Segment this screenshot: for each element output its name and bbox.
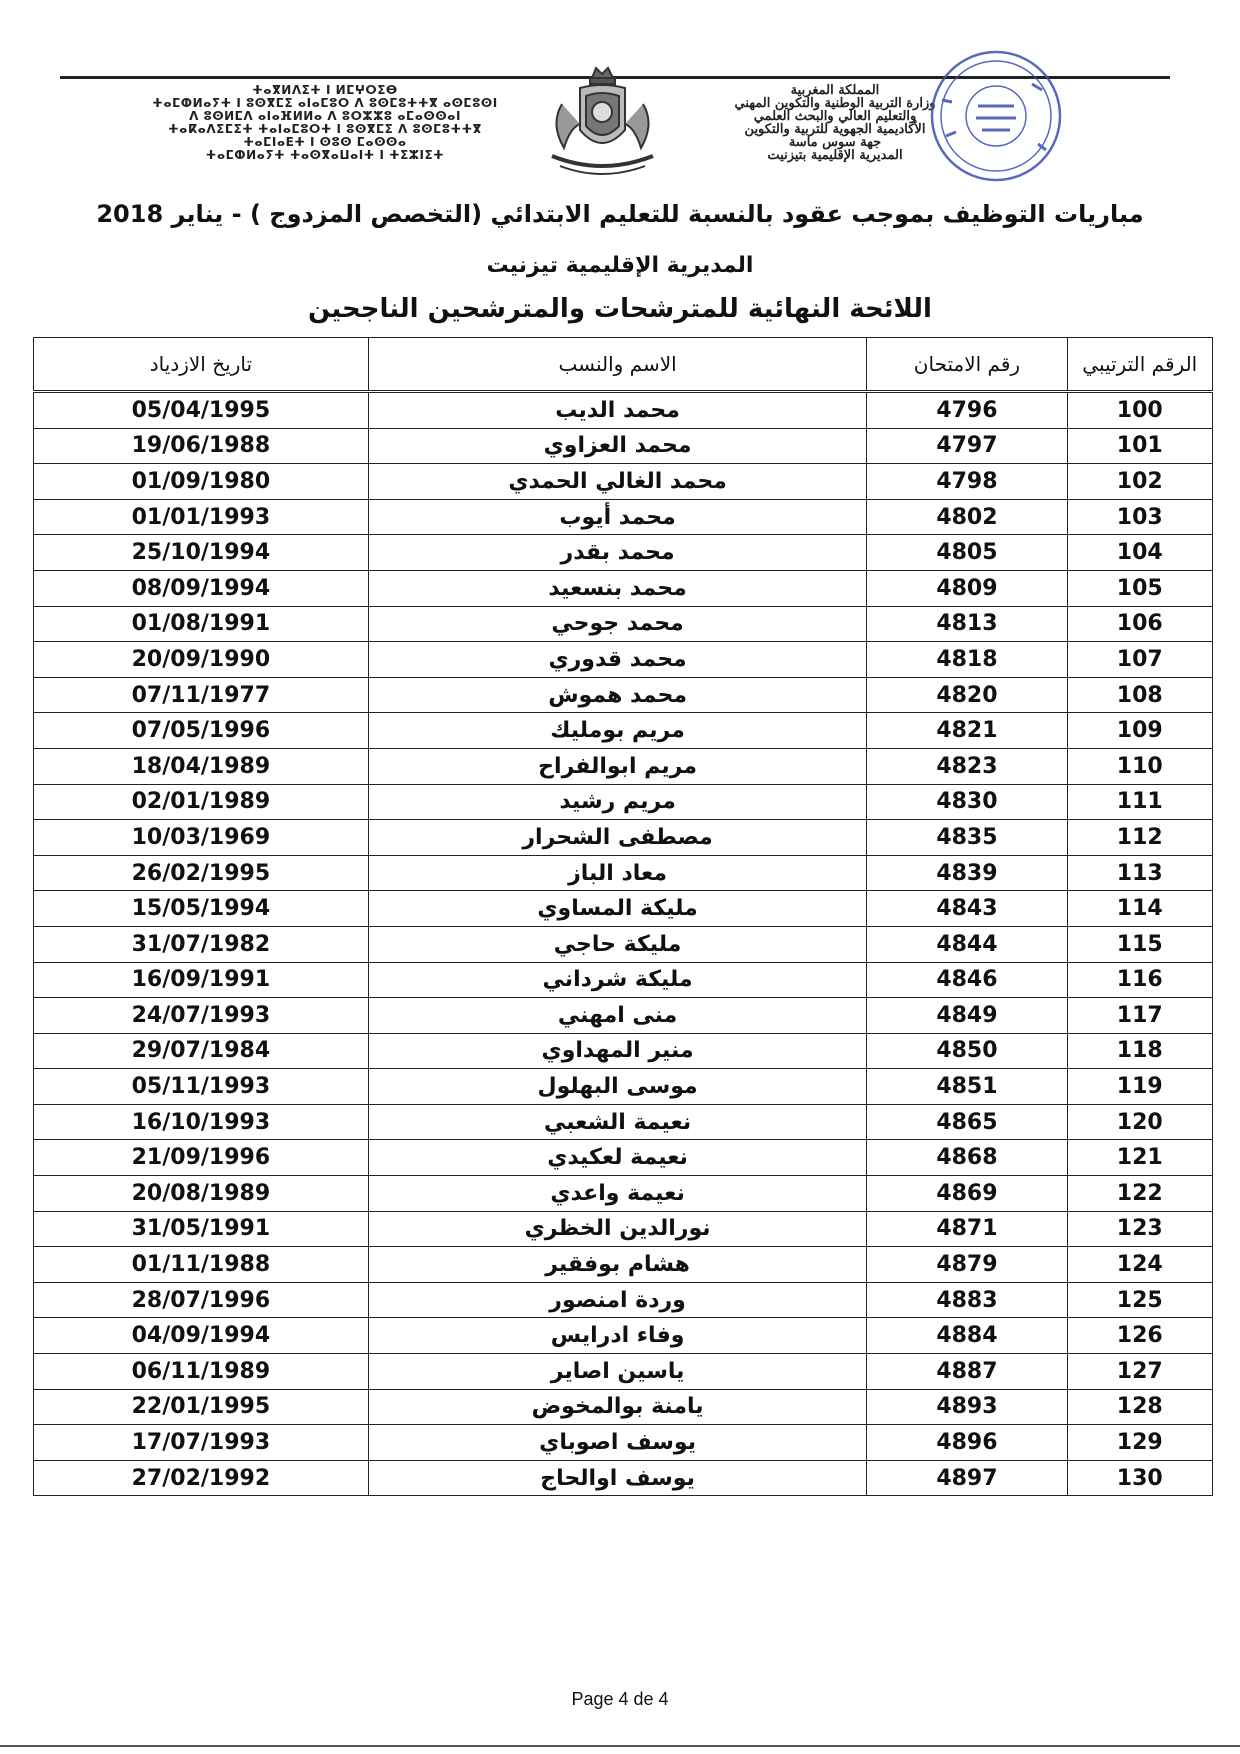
cell-name: يوسف اوالحاج	[368, 1460, 867, 1496]
cell-name: محمد الغالي الحمدي	[368, 464, 867, 500]
cell-exam-number: 4868	[867, 1140, 1067, 1176]
cell-exam-number: 4883	[867, 1282, 1067, 1318]
directorate-title: المديرية الإقليمية تيزنيت	[486, 253, 754, 278]
table-row	[34, 570, 1213, 606]
cell-exam-number: 4846	[867, 962, 1067, 998]
table-row	[34, 1211, 1213, 1247]
page-title: مباريات التوظيف بموجب عقود بالنسبة للتعليم الابتدائي (التخصص المزدوج ) - يناير 2018	[96, 200, 1144, 228]
cell-name: يوسف اصوباي	[368, 1425, 867, 1461]
cell-rank: 111	[1067, 784, 1212, 820]
table-header-row	[34, 338, 1213, 392]
table-row	[34, 1069, 1213, 1105]
table-row	[34, 713, 1213, 749]
cell-exam-number: 4797	[867, 428, 1067, 464]
cell-exam-number: 4849	[867, 998, 1067, 1034]
cell-rank: 107	[1067, 642, 1212, 678]
cell-exam-number: 4893	[867, 1389, 1067, 1425]
ministry-line: جهة سوس ماسة	[788, 135, 882, 150]
cell-rank: 128	[1067, 1389, 1212, 1425]
cell-name: وردة امنصور	[368, 1282, 867, 1318]
cell-exam-number: 4879	[867, 1247, 1067, 1283]
tifinagh-line: ⵜⴰⵎⵀⵍⴰⵢⵜ ⵜⴰⵙⴳⴰⵡⴰⵏⵜ ⵏ ⵜⵉⵣⵏⵉⵜ	[205, 148, 445, 162]
cell-name: مريم بومليك	[368, 713, 867, 749]
cell-birth-date: 25/10/1994	[34, 535, 369, 571]
cell-rank: 125	[1067, 1282, 1212, 1318]
cell-rank: 122	[1067, 1176, 1212, 1212]
cell-rank: 117	[1067, 998, 1212, 1034]
cell-name: محمد هموش	[368, 677, 867, 713]
table-row	[34, 1176, 1213, 1212]
table-row	[34, 428, 1213, 464]
table-row	[34, 606, 1213, 642]
ministry-line: المديرية الإقليمية بتيزنيت	[767, 148, 903, 163]
table-row	[34, 820, 1213, 856]
cell-rank: 101	[1067, 428, 1212, 464]
table-row	[34, 1247, 1213, 1283]
cell-exam-number: 4809	[867, 570, 1067, 606]
cell-name: محمد أيوب	[368, 499, 867, 535]
cell-birth-date: 07/11/1977	[34, 677, 369, 713]
cell-exam-number: 4813	[867, 606, 1067, 642]
cell-exam-number: 4820	[867, 677, 1067, 713]
cell-rank: 112	[1067, 820, 1212, 856]
cell-birth-date: 01/11/1988	[34, 1247, 369, 1283]
ministry-line: المملكة المغربية	[790, 83, 880, 98]
cell-birth-date: 01/01/1993	[34, 499, 369, 535]
cell-name: نعيمة واعدي	[368, 1176, 867, 1212]
cell-exam-number: 4871	[867, 1211, 1067, 1247]
table-row	[34, 1318, 1213, 1354]
cell-name: نورالدين الخظري	[368, 1211, 867, 1247]
cell-birth-date: 04/09/1994	[34, 1318, 369, 1354]
table-row	[34, 962, 1213, 998]
cell-rank: 110	[1067, 748, 1212, 784]
header-rank: الرقم الترتيبي	[1067, 338, 1212, 392]
list-title: اللائحة النهائية للمترشحات والمترشحين الناجحين	[308, 294, 932, 324]
table-row	[34, 1104, 1213, 1140]
cell-name: هشام بوفقير	[368, 1247, 867, 1283]
cell-birth-date: 29/07/1984	[34, 1033, 369, 1069]
cell-name: منير المهداوي	[368, 1033, 867, 1069]
cell-rank: 121	[1067, 1140, 1212, 1176]
cell-exam-number: 4844	[867, 926, 1067, 962]
header-birth-date: تاريخ الازدياد	[34, 338, 369, 392]
cell-name: مصطفى الشحرار	[368, 820, 867, 856]
cell-rank: 108	[1067, 677, 1212, 713]
cell-rank: 115	[1067, 926, 1212, 962]
cell-name: معاد الباز	[368, 855, 867, 891]
table-row	[34, 1033, 1213, 1069]
table-row	[34, 926, 1213, 962]
cell-name: محمد قدوري	[368, 642, 867, 678]
cell-birth-date: 31/05/1991	[34, 1211, 369, 1247]
cell-birth-date: 06/11/1989	[34, 1354, 369, 1390]
cell-exam-number: 4839	[867, 855, 1067, 891]
cell-rank: 127	[1067, 1354, 1212, 1390]
cell-rank: 130	[1067, 1460, 1212, 1496]
cell-birth-date: 22/01/1995	[34, 1389, 369, 1425]
table-row	[34, 535, 1213, 571]
table-row	[34, 1425, 1213, 1461]
cell-rank: 123	[1067, 1211, 1212, 1247]
cell-rank: 113	[1067, 855, 1212, 891]
cell-exam-number: 4865	[867, 1104, 1067, 1140]
tifinagh-line: ⵜⴰⴳⵍⴷⵉⵜ ⵏ ⵍⵎⵖⵔⵉⴱ	[252, 83, 398, 97]
table-row	[34, 677, 1213, 713]
cell-rank: 102	[1067, 464, 1212, 500]
table-body	[34, 392, 1213, 1496]
cell-name: يامنة بوالمخوض	[368, 1389, 867, 1425]
cell-name: محمد جوحي	[368, 606, 867, 642]
table-row	[34, 998, 1213, 1034]
cell-rank: 109	[1067, 713, 1212, 749]
cell-rank: 118	[1067, 1033, 1212, 1069]
cell-name: مليكة المساوي	[368, 891, 867, 927]
cell-exam-number: 4884	[867, 1318, 1067, 1354]
cell-rank: 114	[1067, 891, 1212, 927]
cell-name: ياسين اصاير	[368, 1354, 867, 1390]
cell-birth-date: 20/08/1989	[34, 1176, 369, 1212]
cell-rank: 103	[1067, 499, 1212, 535]
cell-name: محمد العزاوي	[368, 428, 867, 464]
table-row	[34, 499, 1213, 535]
cell-exam-number: 4798	[867, 464, 1067, 500]
cell-birth-date: 27/02/1992	[34, 1460, 369, 1496]
cell-exam-number: 4887	[867, 1354, 1067, 1390]
cell-rank: 124	[1067, 1247, 1212, 1283]
directorate-stamp-icon	[912, 40, 1072, 190]
cell-exam-number: 4818	[867, 642, 1067, 678]
cell-birth-date: 05/11/1993	[34, 1069, 369, 1105]
cell-birth-date: 16/09/1991	[34, 962, 369, 998]
table-row	[34, 1354, 1213, 1390]
cell-name: نعيمة الشعبي	[368, 1104, 867, 1140]
cell-name: مليكة شرداني	[368, 962, 867, 998]
cell-birth-date: 17/07/1993	[34, 1425, 369, 1461]
cell-exam-number: 4896	[867, 1425, 1067, 1461]
cell-exam-number: 4869	[867, 1176, 1067, 1212]
tifinagh-line: ⵜⴰⵎⵏⴰⴹⵜ ⵏ ⵙⵓⵙ ⵎⴰⵙⵙⴰ	[243, 135, 407, 149]
header-name: الاسم والنسب	[368, 338, 867, 392]
cell-rank: 116	[1067, 962, 1212, 998]
cell-birth-date: 02/01/1989	[34, 784, 369, 820]
cell-birth-date: 08/09/1994	[34, 570, 369, 606]
cell-name: مريم ابوالفراح	[368, 748, 867, 784]
cell-birth-date: 05/04/1995	[34, 392, 369, 429]
cell-birth-date: 24/07/1993	[34, 998, 369, 1034]
header-exam-number: رقم الامتحان	[867, 338, 1067, 392]
results-table	[33, 337, 1213, 1496]
cell-name: محمد بنسعيد	[368, 570, 867, 606]
cell-rank: 106	[1067, 606, 1212, 642]
cell-birth-date: 16/10/1993	[34, 1104, 369, 1140]
cell-exam-number: 4835	[867, 820, 1067, 856]
cell-name: وفاء ادرايس	[368, 1318, 867, 1354]
tifinagh-header	[150, 84, 500, 162]
cell-rank: 129	[1067, 1425, 1212, 1461]
cell-name: مليكة حاجي	[368, 926, 867, 962]
ministry-line: والتعليم العالي والبحث العلمي	[753, 109, 917, 124]
cell-name: محمد بقدر	[368, 535, 867, 571]
cell-rank: 100	[1067, 392, 1212, 429]
table-row	[34, 784, 1213, 820]
table-row	[34, 748, 1213, 784]
cell-birth-date: 31/07/1982	[34, 926, 369, 962]
cell-birth-date: 10/03/1969	[34, 820, 369, 856]
cell-birth-date: 19/06/1988	[34, 428, 369, 464]
cell-rank: 120	[1067, 1104, 1212, 1140]
cell-birth-date: 28/07/1996	[34, 1282, 369, 1318]
cell-birth-date: 26/02/1995	[34, 855, 369, 891]
table-row	[34, 855, 1213, 891]
cell-name: موسى البهلول	[368, 1069, 867, 1105]
cell-birth-date: 07/05/1996	[34, 713, 369, 749]
cell-exam-number: 4850	[867, 1033, 1067, 1069]
cell-name: نعيمة لعكيدي	[368, 1140, 867, 1176]
cell-birth-date: 20/09/1990	[34, 642, 369, 678]
cell-exam-number: 4897	[867, 1460, 1067, 1496]
cell-exam-number: 4821	[867, 713, 1067, 749]
moroccan-coat-of-arms-icon	[540, 64, 665, 184]
cell-birth-date: 15/05/1994	[34, 891, 369, 927]
cell-exam-number: 4843	[867, 891, 1067, 927]
cell-exam-number: 4823	[867, 748, 1067, 784]
cell-exam-number: 4851	[867, 1069, 1067, 1105]
cell-rank: 105	[1067, 570, 1212, 606]
table-row	[34, 464, 1213, 500]
tifinagh-line: ⵜⴰⴽⴰⴷⵉⵎⵉⵜ ⵜⴰⵏⴰⵎⵓⵔⵜ ⵏ ⵓⵙⴳⵎⵉ ⴷ ⵓⵙⵎⵓⵜⵜⴳ	[168, 122, 482, 136]
cell-exam-number: 4802	[867, 499, 1067, 535]
cell-exam-number: 4805	[867, 535, 1067, 571]
cell-name: مريم رشيد	[368, 784, 867, 820]
cell-exam-number: 4830	[867, 784, 1067, 820]
cell-birth-date: 21/09/1996	[34, 1140, 369, 1176]
cell-name: محمد الديب	[368, 392, 867, 429]
cell-rank: 104	[1067, 535, 1212, 571]
cell-exam-number: 4796	[867, 392, 1067, 429]
table-row	[34, 1140, 1213, 1176]
tifinagh-line: ⴷ ⵓⵙⵍⵎⴷ ⴰⵏⴰⴼⵍⵍⴰ ⴷ ⵓⵔⵣⵣⵓ ⴰⵎⴰⵙⵙⴰⵏ	[189, 109, 461, 123]
table-row	[34, 392, 1213, 429]
cell-birth-date: 18/04/1989	[34, 748, 369, 784]
bottom-rule	[0, 1745, 1240, 1747]
ministry-line: الأكاديمية الجهوية للتربية والتكوين	[744, 122, 926, 137]
table-row	[34, 1389, 1213, 1425]
ministry-line: وزارة التربية الوطنية والتكوين المهني	[734, 96, 936, 111]
table-row	[34, 1460, 1213, 1496]
cell-rank: 119	[1067, 1069, 1212, 1105]
table-row	[34, 891, 1213, 927]
cell-name: منى امهني	[368, 998, 867, 1034]
cell-birth-date: 01/08/1991	[34, 606, 369, 642]
tifinagh-line: ⵜⴰⵎⵀⵍⴰⵢⵜ ⵏ ⵓⵙⴳⵎⵉ ⴰⵏⴰⵎⵓⵔ ⴷ ⵓⵙⵎⵓⵜⵜⴳ ⴰⵙⵎⵓⵙⵏ	[152, 96, 498, 110]
cell-rank: 126	[1067, 1318, 1212, 1354]
table-row	[34, 642, 1213, 678]
table-row	[34, 1282, 1213, 1318]
cell-birth-date: 01/09/1980	[34, 464, 369, 500]
page-number: Page 4 de 4	[571, 1689, 669, 1709]
